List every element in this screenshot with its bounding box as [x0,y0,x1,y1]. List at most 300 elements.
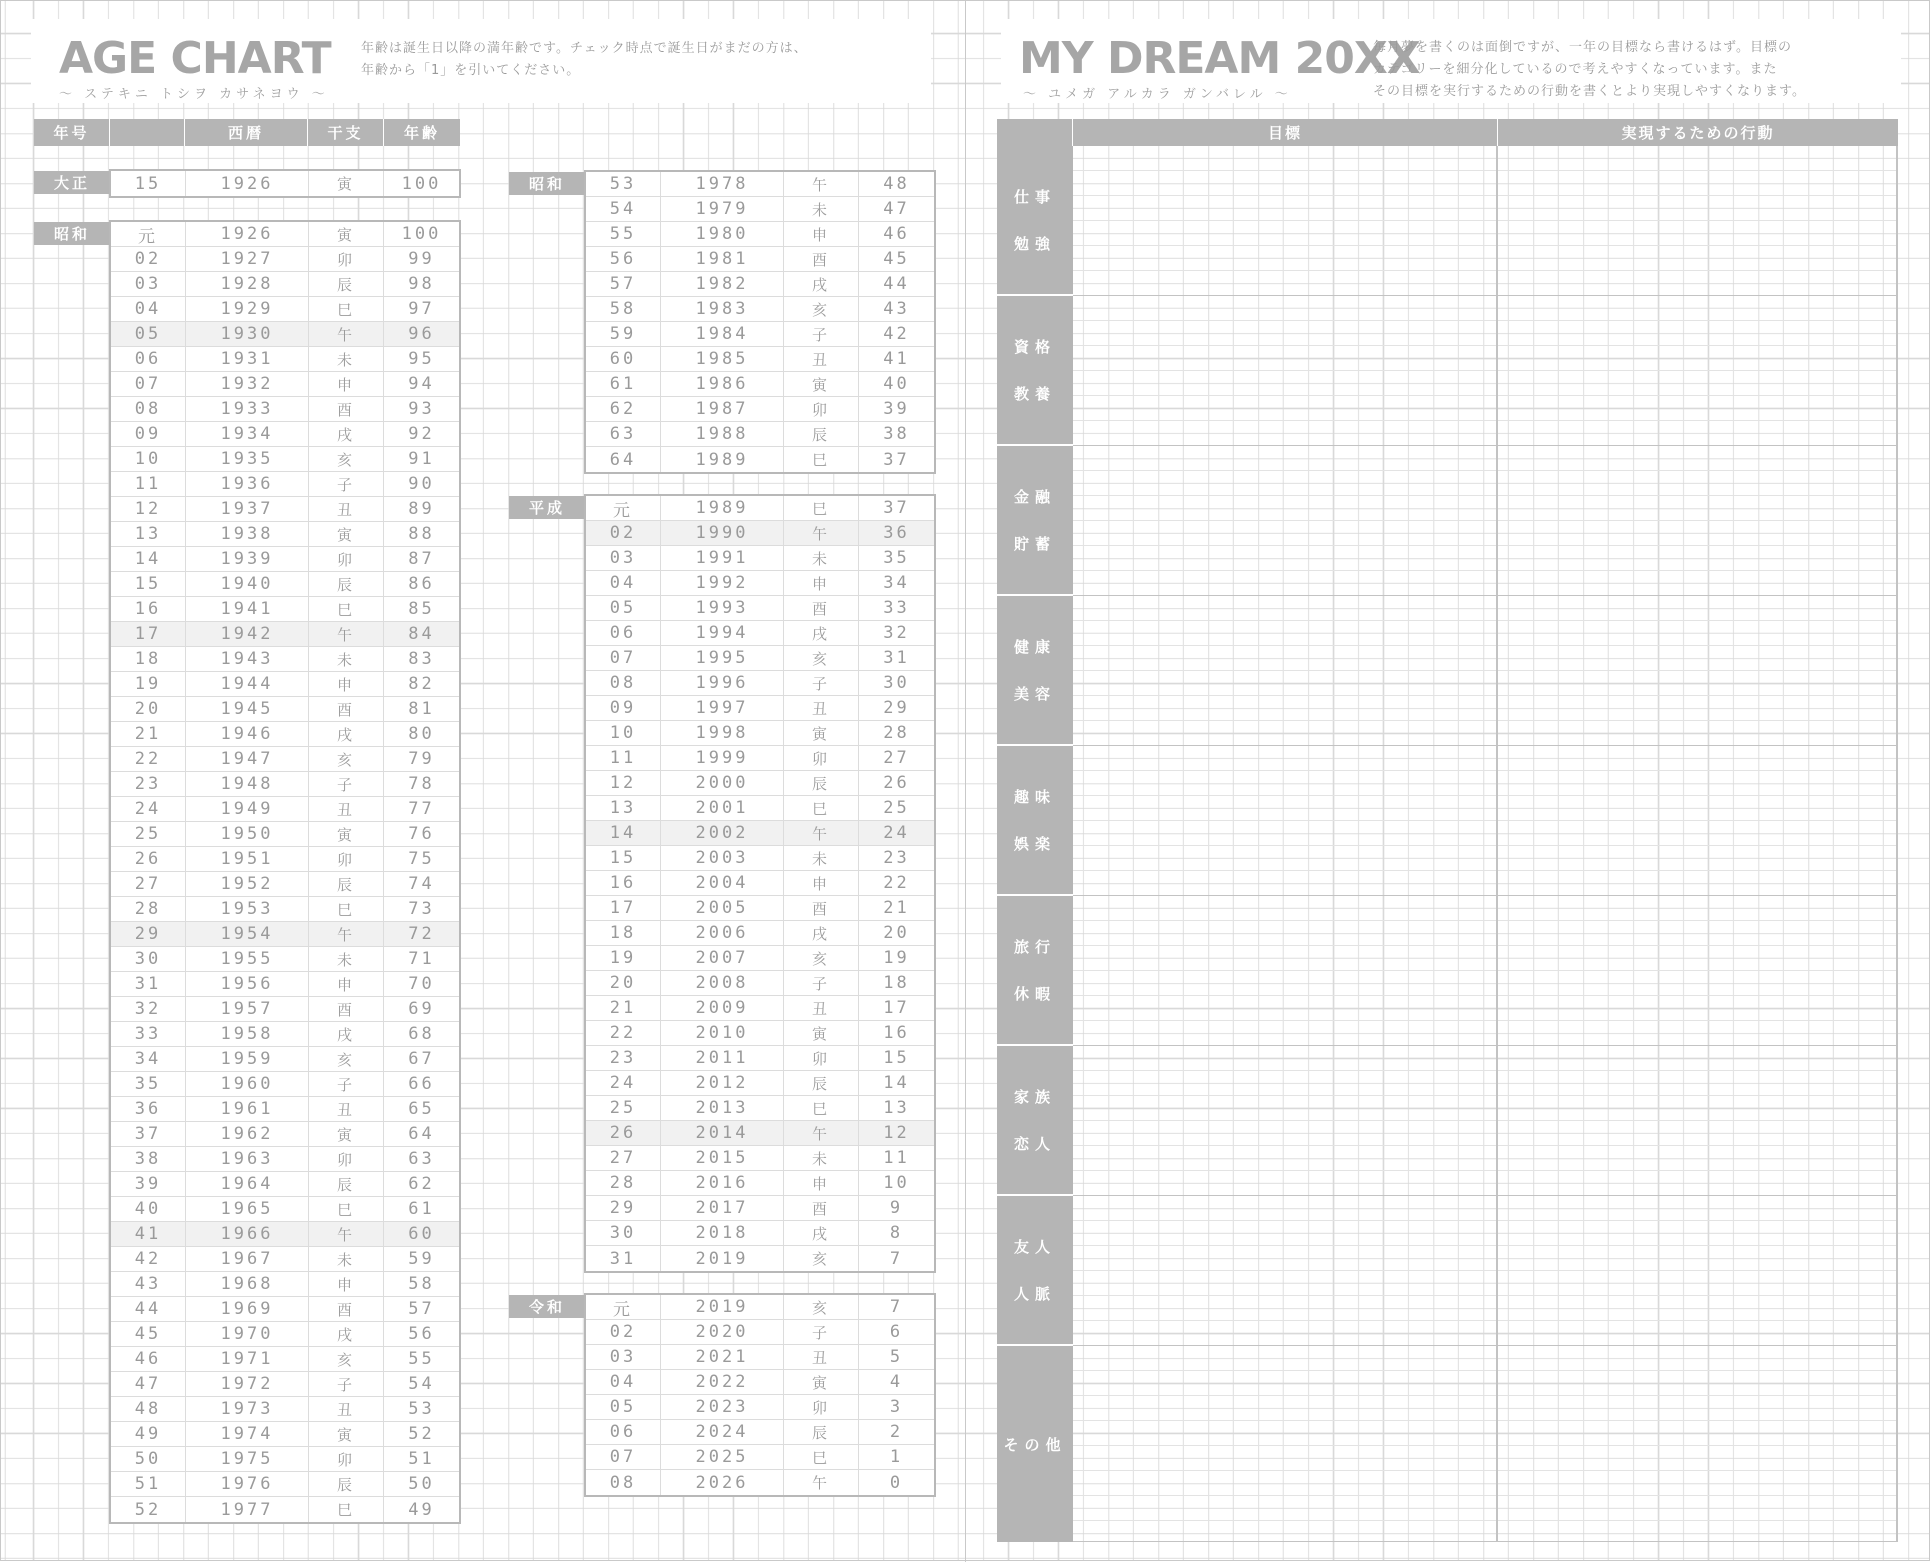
age-cell: 21 [883,898,910,918]
western-year-cell: 1971 [186,1347,309,1371]
western-year-cell: 1934 [186,422,309,446]
zodiac-cell: 未 [784,1146,859,1170]
age-table-row [111,497,459,522]
age-cell: 20 [883,923,910,943]
age-cell: 100 [401,224,442,244]
era-year-cell: 26 [111,847,186,871]
age-cell: 23 [883,848,910,868]
era-year-cell: 29 [111,922,186,946]
western-year-cell: 1938 [186,522,309,546]
age-table-row [586,422,934,447]
zodiac-cell: 巳 [784,1096,859,1120]
age-cell: 18 [883,973,910,993]
zodiac-cell: 辰 [309,1472,384,1496]
category-label [997,446,1073,596]
zodiac-cell: 辰 [309,872,384,896]
age-cell: 92 [408,424,435,444]
zodiac-cell: 卯 [309,1447,384,1471]
zodiac-cell: 丑 [784,696,859,720]
zodiac-cell: 午 [784,1470,859,1495]
action-writing-area[interactable] [1498,596,1896,745]
western-year-cell: 1967 [186,1247,309,1271]
my-dream-description-line: 毎月夢を書くのは面倒ですが、一年の目標なら書けるはず。目標の [1373,40,1792,55]
zodiac-cell: 未 [784,546,859,570]
age-chart-subtitle: 〜 ステキニ トシヲ カサネヨウ 〜 [59,87,329,102]
age-table-row [111,922,459,947]
western-year-cell: 1926 [186,222,309,246]
category-word: 金融 [1013,488,1056,506]
era-year-cell: 06 [111,347,186,371]
zodiac-cell: 午 [309,622,384,646]
era-year-cell: 10 [111,447,186,471]
zodiac-cell: 酉 [309,697,384,721]
my-dream-description-line: その目標を実行するための行動を書くとより実現しやすくなります。 [1373,84,1806,99]
age-table-row [586,546,934,571]
action-writing-area[interactable] [1498,296,1896,445]
western-year-cell: 2004 [661,871,784,895]
western-year-cell: 1959 [186,1047,309,1071]
era-year-cell: 42 [111,1247,186,1271]
age-table-row [586,721,934,746]
era-year-cell: 07 [111,372,186,396]
era-year-cell: 11 [111,472,186,496]
age-cell: 8 [889,1223,904,1243]
dream-row [1073,1196,1898,1346]
western-year-cell: 1962 [186,1122,309,1146]
age-table-row [111,1197,459,1222]
zodiac-cell: 卯 [784,1046,859,1070]
western-year-cell: 1943 [186,647,309,671]
zodiac-cell: 未 [784,846,859,870]
western-year-cell: 1951 [186,847,309,871]
age-cell: 10 [883,1173,910,1193]
era-year-cell: 22 [586,1021,661,1045]
action-writing-area[interactable] [1498,146,1896,295]
western-year-cell: 2008 [661,971,784,995]
western-year-cell: 1963 [186,1147,309,1171]
header-age: 年齢 [384,119,460,146]
era-year-cell: 24 [586,1071,661,1095]
zodiac-cell: 巳 [309,1497,384,1522]
age-cell: 17 [883,998,910,1018]
age-cell: 50 [408,1474,435,1494]
zodiac-cell: 卯 [784,397,859,421]
zodiac-cell: 酉 [784,247,859,271]
western-year-cell: 1950 [186,822,309,846]
zodiac-cell: 午 [309,1222,384,1246]
age-table-row [111,1397,459,1422]
goal-writing-area[interactable] [1073,596,1498,745]
age-cell: 41 [883,349,910,369]
zodiac-cell: 卯 [784,746,859,770]
western-year-cell: 1929 [186,297,309,321]
age-cell: 64 [408,1124,435,1144]
age-cell: 99 [408,249,435,269]
western-year-cell: 1928 [186,272,309,296]
age-cell: 62 [408,1174,435,1194]
age-table-row [111,247,459,272]
era-year-cell: 12 [586,771,661,795]
age-cell: 12 [883,1123,910,1143]
age-cell: 52 [408,1424,435,1444]
category-word: 仕事 [1013,188,1056,206]
age-table-taisho [109,169,461,198]
western-year-cell: 1985 [661,347,784,371]
era-year-cell: 25 [586,1096,661,1120]
zodiac-cell: 子 [309,1372,384,1396]
age-cell: 94 [408,374,435,394]
age-table-row [586,671,934,696]
era-year-cell: 04 [586,1370,661,1394]
goal-writing-area[interactable] [1073,1196,1498,1345]
category-label [997,1196,1073,1346]
age-cell: 25 [883,798,910,818]
western-year-cell: 2020 [661,1320,784,1344]
zodiac-cell: 丑 [784,347,859,371]
age-table-row [586,1320,934,1345]
age-cell: 31 [883,648,910,668]
age-cell: 100 [401,173,442,194]
age-cell: 2 [889,1422,904,1442]
age-table-row [111,1497,459,1522]
era-year-cell: 62 [586,397,661,421]
era-year-cell: 34 [111,1047,186,1071]
western-year-cell: 1992 [661,571,784,595]
western-year-cell: 2014 [661,1121,784,1145]
western-year-cell: 1999 [661,746,784,770]
age-cell: 72 [408,924,435,944]
era-year-cell: 05 [111,322,186,346]
zodiac-cell: 未 [309,947,384,971]
age-table-row [586,921,934,946]
zodiac-cell: 寅 [784,372,859,396]
western-year-cell: 2010 [661,1021,784,1045]
zodiac-cell: 午 [784,1121,859,1145]
zodiac-cell: 巳 [784,496,859,520]
category-word: 健康 [1013,638,1056,656]
western-year-cell: 2000 [661,771,784,795]
zodiac-cell: 丑 [309,497,384,521]
age-cell: 30 [883,673,910,693]
age-cell: 36 [883,523,910,543]
age-cell: 48 [883,174,910,194]
age-cell: 37 [883,449,910,470]
western-year-cell: 1996 [661,671,784,695]
western-year-cell: 1989 [661,496,784,520]
era-year-cell: 54 [586,197,661,221]
age-cell: 44 [883,274,910,294]
dream-row [1073,446,1898,596]
zodiac-cell: 巳 [309,1197,384,1221]
age-table-row [586,1420,934,1445]
era-year-cell: 09 [586,696,661,720]
age-table-row [111,1422,459,1447]
era-year-cell: 63 [586,422,661,446]
western-year-cell: 2017 [661,1196,784,1220]
age-table-row [111,997,459,1022]
era-year-cell: 53 [586,172,661,196]
goal-writing-area[interactable] [1073,896,1498,1045]
age-cell: 83 [408,649,435,669]
western-year-cell: 1994 [661,621,784,645]
age-table-row [111,397,459,422]
era-year-cell: 52 [111,1497,186,1522]
age-table-row [586,846,934,871]
era-year-cell: 26 [586,1121,661,1145]
zodiac-cell: 寅 [309,822,384,846]
age-cell: 1 [889,1447,904,1467]
age-table-row [586,571,934,596]
era-year-cell: 17 [111,622,186,646]
goal-writing-area[interactable] [1073,1046,1498,1195]
western-year-cell: 2023 [661,1395,784,1419]
zodiac-cell: 寅 [309,1422,384,1446]
age-table-row [586,871,934,896]
western-year-cell: 2018 [661,1221,784,1245]
western-year-cell: 1981 [661,247,784,271]
age-cell: 15 [883,1048,910,1068]
western-year-cell: 1946 [186,722,309,746]
age-table-row [111,222,459,247]
western-year-cell: 1995 [661,646,784,670]
age-cell: 60 [408,1224,435,1244]
age-table-row [586,771,934,796]
age-cell: 38 [883,424,910,444]
era-year-cell: 32 [111,997,186,1021]
age-cell: 82 [408,674,435,694]
zodiac-cell: 丑 [309,1397,384,1421]
age-table-row [586,1171,934,1196]
age-table-row [111,447,459,472]
zodiac-cell: 子 [784,322,859,346]
era-year-cell: 15 [111,171,186,196]
era-year-cell: 07 [586,646,661,670]
action-writing-area[interactable] [1498,1196,1896,1345]
era-year-cell: 49 [111,1422,186,1446]
age-cell: 86 [408,574,435,594]
category-word: 教養 [1013,385,1056,403]
era-year-cell: 19 [586,946,661,970]
goal-writing-area[interactable] [1073,296,1498,445]
zodiac-cell: 子 [309,472,384,496]
age-cell: 98 [408,274,435,294]
age-table-row [586,372,934,397]
age-cell: 88 [408,524,435,544]
age-table-row [586,1295,934,1320]
age-cell: 11 [883,1148,910,1168]
era-label-taisho: 大正 [34,171,110,194]
my-dream-description-line: カテゴリーを細分化しているので考えやすくなっています。また [1373,62,1778,77]
western-year-cell: 2024 [661,1420,784,1444]
age-cell: 75 [408,849,435,869]
western-year-cell: 1965 [186,1197,309,1221]
category-label [997,1346,1073,1542]
age-table-row [111,822,459,847]
era-year-cell: 27 [586,1146,661,1170]
age-cell: 46 [883,224,910,244]
zodiac-cell: 午 [784,521,859,545]
header-western-year: 西暦 [185,119,308,146]
era-year-cell: 57 [586,272,661,296]
era-year-cell: 18 [586,921,661,945]
age-cell: 74 [408,874,435,894]
goal-writing-area[interactable] [1073,1346,1498,1541]
era-year-cell: 50 [111,1447,186,1471]
western-year-cell: 1961 [186,1097,309,1121]
age-cell: 22 [883,873,910,893]
age-cell: 91 [408,449,435,469]
age-table-row [111,347,459,372]
era-label-heisei: 平成 [509,496,585,519]
age-table-row [111,1222,459,1247]
era-year-cell: 39 [111,1172,186,1196]
age-cell: 49 [408,1499,435,1520]
age-cell: 45 [883,249,910,269]
age-table-row [586,646,934,671]
zodiac-cell: 申 [309,372,384,396]
era-year-cell: 元 [586,496,661,520]
age-table-row [586,896,934,921]
era-year-cell: 20 [586,971,661,995]
western-year-cell: 2015 [661,1146,784,1170]
header-zodiac: 干支 [308,119,384,146]
action-writing-area[interactable] [1498,1346,1896,1541]
age-table-row [586,1071,934,1096]
goal-writing-area[interactable] [1073,746,1498,895]
western-year-cell: 1993 [661,596,784,620]
western-year-cell: 1976 [186,1472,309,1496]
western-year-cell: 2007 [661,946,784,970]
era-year-cell: 05 [586,1395,661,1419]
zodiac-cell: 酉 [309,1297,384,1321]
western-year-cell: 2026 [661,1470,784,1495]
age-cell: 24 [883,823,910,843]
age-table-row [111,622,459,647]
era-year-cell: 元 [586,1295,661,1319]
zodiac-cell: 戌 [309,1022,384,1046]
age-table-row [111,1272,459,1297]
era-year-cell: 30 [586,1221,661,1245]
age-cell: 27 [883,748,910,768]
age-table-row [586,496,934,521]
era-year-cell: 04 [586,571,661,595]
zodiac-cell: 寅 [784,1370,859,1394]
age-cell: 33 [883,598,910,618]
age-table-row [111,572,459,597]
zodiac-cell: 午 [309,922,384,946]
age-table-row [111,322,459,347]
era-year-cell: 31 [586,1246,661,1271]
dream-row [1073,596,1898,746]
zodiac-cell: 申 [784,871,859,895]
western-year-cell: 1939 [186,547,309,571]
zodiac-cell: 戌 [784,1221,859,1245]
age-cell: 29 [883,698,910,718]
age-cell: 13 [883,1098,910,1118]
zodiac-cell: 亥 [309,1347,384,1371]
western-year-cell: 1975 [186,1447,309,1471]
western-year-cell: 1957 [186,997,309,1021]
category-word: 美容 [1013,685,1056,703]
western-year-cell: 2003 [661,846,784,870]
era-year-cell: 13 [111,522,186,546]
western-year-cell: 1936 [186,472,309,496]
age-table-row [111,797,459,822]
zodiac-cell: 亥 [309,747,384,771]
goal-writing-area[interactable] [1073,446,1498,595]
era-year-cell: 15 [586,846,661,870]
era-year-cell: 04 [111,297,186,321]
zodiac-cell: 寅 [784,1021,859,1045]
zodiac-cell: 丑 [784,1345,859,1369]
age-cell: 73 [408,899,435,919]
western-year-cell: 1998 [661,721,784,745]
age-table-row [586,621,934,646]
age-cell: 16 [883,1023,910,1043]
action-writing-area[interactable] [1498,446,1896,595]
goal-writing-area[interactable] [1073,146,1498,295]
action-writing-area[interactable] [1498,1046,1896,1195]
header-action: 実現するための行動 [1498,119,1898,146]
age-cell: 84 [408,624,435,644]
category-label [997,296,1073,446]
zodiac-cell: 卯 [309,247,384,271]
action-writing-area[interactable] [1498,746,1896,895]
zodiac-cell: 戌 [784,621,859,645]
category-word: 旅行 [1013,938,1056,956]
age-cell: 93 [408,399,435,419]
zodiac-cell: 丑 [309,797,384,821]
era-label-reiwa: 令和 [509,1295,585,1318]
category-label [997,746,1073,896]
age-table-row [111,1447,459,1472]
age-cell: 5 [889,1347,904,1367]
category-label [997,1046,1073,1196]
age-table-row [111,171,459,196]
zodiac-cell: 酉 [309,397,384,421]
western-year-cell: 1931 [186,347,309,371]
western-year-cell: 1997 [661,696,784,720]
western-year-cell: 1980 [661,222,784,246]
age-table-heisei [584,494,936,1273]
age-cell: 78 [408,774,435,794]
zodiac-cell: 辰 [784,1071,859,1095]
era-year-cell: 25 [111,822,186,846]
age-cell: 34 [883,573,910,593]
age-table-row [586,1021,934,1046]
zodiac-cell: 申 [309,1272,384,1296]
action-writing-area[interactable] [1498,896,1896,1045]
dream-row [1073,1346,1898,1542]
age-cell: 57 [408,1299,435,1319]
western-year-cell: 1933 [186,397,309,421]
western-year-cell: 1978 [661,172,784,196]
age-table-row [586,1345,934,1370]
western-year-cell: 1948 [186,772,309,796]
age-cell: 58 [408,1274,435,1294]
age-table-row [586,197,934,222]
category-label [997,596,1073,746]
age-table-row [111,947,459,972]
western-year-cell: 2006 [661,921,784,945]
zodiac-cell: 未 [309,1247,384,1271]
era-year-cell: 02 [111,247,186,271]
western-year-cell: 1969 [186,1297,309,1321]
era-year-cell: 38 [111,1147,186,1171]
era-year-cell: 56 [586,247,661,271]
age-cell: 66 [408,1074,435,1094]
age-table-row [111,972,459,997]
